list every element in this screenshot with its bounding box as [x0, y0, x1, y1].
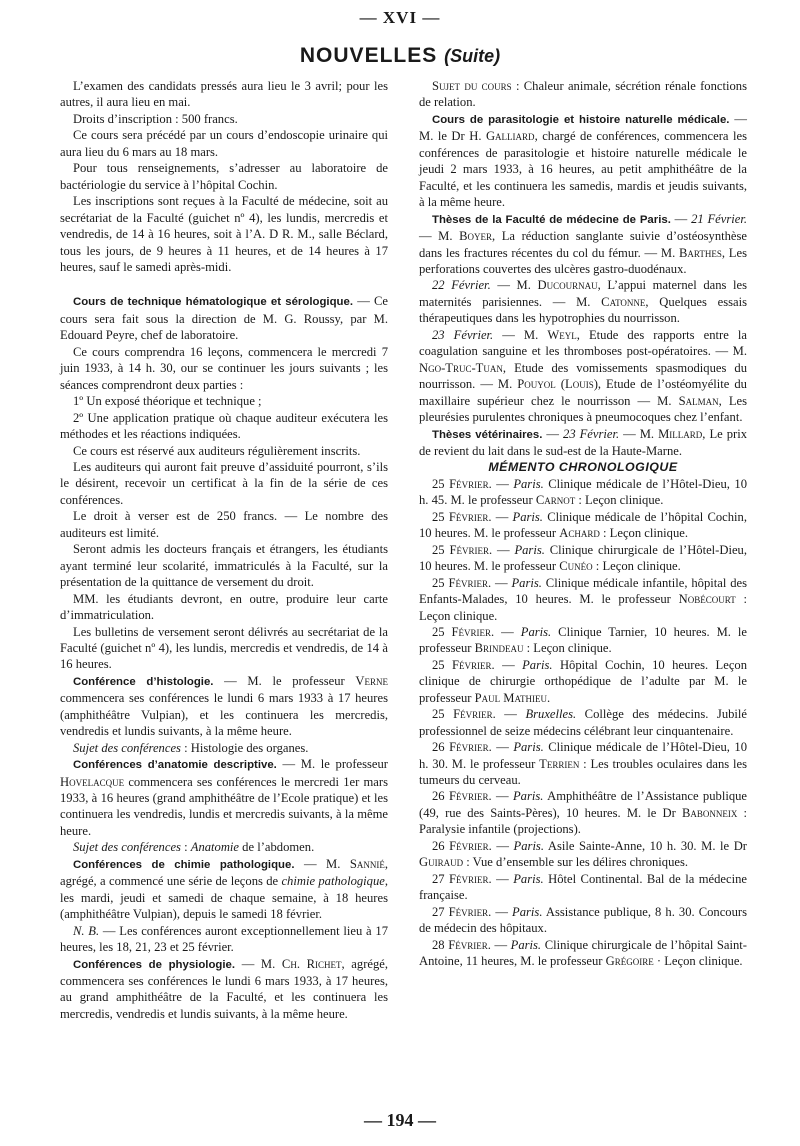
- section-heading: Conférences de physiologie.: [73, 958, 236, 971]
- person-name: Guiraud: [419, 855, 464, 870]
- entry-date: 25 Février.: [432, 542, 493, 557]
- person-name: Verne: [355, 673, 388, 688]
- paragraph: Sujet des conférences : Anatomie de l’abdomen.: [73, 840, 315, 855]
- entry-date: 28 Février.: [432, 937, 491, 952]
- paragraph: N. B. — Les conférences auront exceptionnellement lieu à 17 heures, les 18, 21, 23 et 25 février.: [60, 923, 388, 955]
- section-heading: Cours de technique hématologique et sérologique.: [73, 296, 353, 309]
- person-name: H. Galliard: [469, 129, 535, 144]
- memento-entry: 25 Février. — Paris. Clinique médicale de l’hôpital Cochin, 10 heures. M. le professeur Achard : Leçon clinique.: [419, 509, 747, 541]
- left-column: [60, 78, 388, 1022]
- entry-date: 26 Février.: [432, 838, 492, 853]
- section-theses-paris: Thèses de la Faculté de médecine de Paris. — 21 Février. — M. Boyer, La réduction sanglante suivie d’ostéosynthèse dans les fractures récentes du col du fémur. — M. Barthes, Les perforations couvertes des ulcères gastro-duodénaux.: [419, 211, 747, 276]
- person-name: Carnot: [535, 493, 576, 508]
- entry-date: 25 Février.: [432, 624, 495, 639]
- entry-city: Paris.: [512, 789, 544, 804]
- person-name: Boyer: [459, 229, 493, 244]
- entry-city: Paris.: [522, 657, 553, 672]
- entry-city: Paris.: [511, 575, 542, 590]
- section-anatomy: Conférences d’anatomie descriptive. — M. le professeur Hovelacque commencera ses conférences le mercredi 1er mars 1933, à 16 heures (grand amphithéâtre de l’Ecole pratique) et les continuera les vendredis, lundis et mercredis suivants, à la même heure.: [60, 757, 388, 838]
- person-name: Achard: [559, 526, 600, 541]
- entry-date: 26 Février.: [432, 789, 492, 804]
- entry-city: Paris.: [513, 871, 544, 886]
- title-suffix: (Suite): [444, 46, 501, 66]
- right-column: [419, 78, 747, 969]
- person-name: Babonneix: [681, 805, 738, 820]
- entry-date: 26 Février.: [432, 740, 492, 755]
- entry-date: 25 Février.: [432, 575, 492, 590]
- memento-entry: 27 Février. — Paris. Hôtel Continental. Bal de la médecine française.: [419, 871, 747, 903]
- paragraph: Le droit à verser est de 250 francs. — Le nombre des auditeurs est limité.: [60, 509, 388, 540]
- entry-date: 27 Février.: [432, 904, 492, 919]
- paragraph: Pour tous renseignements, s’adresser au laboratoire de bactériologie du service à l’hôpital Cochin.: [60, 161, 388, 192]
- entry-city: Paris.: [513, 740, 544, 755]
- memento-entry: 25 Février. — Bruxelles. Collège des médecins. Jubilé professionnel de seize médecins célébrant leur cinquantenaire.: [419, 707, 748, 738]
- paragraph: Sujet du cours : Chaleur animale, sécrétion rénale fonctions de relation.: [419, 79, 747, 110]
- section-theses-veterinary: Thèses vétérinaires. — 23 Février. — M. Millard, Le prix de revient du lait dans le sud-est de la Haute-Marne.: [419, 426, 748, 458]
- section-heading: Thèses de la Faculté de médecine de Paris.: [432, 213, 671, 226]
- paragraph: Ce cours sera précédé par un cours d’endoscopie urinaire qui aura lieu du 6 mars au 18 mars.: [60, 128, 388, 159]
- paragraph: Les auditeurs qui auront fait preuve d’assiduité pourront, s’ils le désirent, recevoir un certificat à la fin de la série de ces conférences.: [60, 459, 388, 507]
- section-histology: Conférence d’histologie. — M. le professeur Verne commencera ses conférences le lundi 6 mars 1933 à 17 heures (amphithéâtre Vulpian), et les continuera les mercredis, vendredis et lundis suivants, à la même heure.: [60, 673, 388, 739]
- paragraph: 23 Février. — M. Weyl, Etude des rapports entre la coagulation sanguine et les thromboses post-opératoires. — M. Ngo-Truc-Tuan, Etude des vomissements spasmodiques du nourrisson. — M. Pouyol (Louis), Etude de l’ostéomyélite du maxillaire supérieur chez le nourrisson — M. Salman, Les pleurésies purulentes chroniques à pneumocoques chez l’enfant.: [419, 327, 747, 425]
- section-physiology: Conférences de physiologie. — M. Ch. Richet, agrégé, commencera ses conférences le lundi 6 mars 1933, à 17 heures, au grand amphithéâtre de la Faculté, et les continuera les mercredis, vendredis et lundis suivants, à la même heure.: [60, 956, 389, 1021]
- section-heading: Conférences de chimie pathologique.: [73, 858, 295, 871]
- paragraph: Sujet des conférences : Histologie des organes.: [73, 740, 309, 755]
- page-number-roman: — XVI —: [359, 8, 441, 27]
- section-heading: Conférence d’histologie.: [73, 675, 214, 688]
- section-parasitology: Cours de parasitologie et histoire naturelle médicale. — M. le Dr H. Galliard, chargé de conférences, commencera les conférences de parasitologie et histoire naturelle médicale le jeudi 2 mars 1933, à 16 heures, au petit amphithéâtre de la Faculté, et les continuera les samedis, mardis et jeudis suivants, à la même heure.: [419, 111, 748, 210]
- person-name: Nobécourt: [678, 592, 736, 607]
- paragraph: Ce cours comprendra 16 leçons, commencera le mercredi 7 juin 1933, à 14 h. 30, our se continuer les jours suivants ; les séances comprendront deux parties :: [60, 344, 388, 392]
- memento-list: [419, 476, 747, 970]
- entry-city: Paris.: [513, 838, 544, 853]
- memento-entry: 25 Février. — Paris. Hôpital Cochin, 10 heures. Leçon clinique de chirurgie orthopédique de l’adulte par M. le professeur Paul Mathieu.: [419, 657, 747, 705]
- page-number: — 194 —: [364, 1110, 436, 1130]
- entry-city: Paris.: [512, 509, 543, 524]
- person-name: Hovelacque: [60, 774, 125, 789]
- paragraph: Les inscriptions sont reçues à la Faculté de médecine, soit au secrétariat de la Faculté (guichet nº 4), les lundis, mercredis et vendredis, de 14 à 16 heures, soit à l’A. D R. M., salle Béclard, tous les jours, de 9 heures à 11 heures, et de 14 heures à 17 heures, sauf le samedi après-midi.: [60, 194, 388, 274]
- person-name: Barthes: [679, 245, 722, 260]
- memento-entry: 25 Février. — Paris. Clinique médicale infantile, hôpital des Enfants-Malades, 10 heures. M. le professeur Nobécourt : Leçon clinique.: [419, 575, 747, 623]
- memento-entry: 27 Février. — Paris. Assistance publique, 8 h. 30. Concours de médecin des hôpitaux.: [419, 904, 747, 936]
- memento-entry: 25 Février. — Paris. Clinique médicale de l’Hôtel-Dieu, 10 h. 45. M. le professeur Carnot : Leçon clinique.: [419, 476, 747, 508]
- section-chemistry: Conférences de chimie pathologique. — M. Sannié, agrégé, a commencé une série de leçons de chimie pathologique, les mardi, jeudi et samedi de chaque semaine, à 18 heures (amphithéâtre Vulpian), depuis le samedi 18 février.: [60, 856, 388, 922]
- entry-date: 25 Février.: [432, 657, 495, 672]
- person-name: Ch. Richet: [281, 956, 342, 971]
- person-name: Terrien: [539, 756, 580, 771]
- section-heading: Thèses vétérinaires.: [432, 428, 543, 441]
- entry-date: 27 Février.: [432, 871, 492, 886]
- section-hematology: Cours de technique hématologique et sérologique. — Ce cours sera fait sous la direction de M. G. Roussy, par M. Edouard Peyre, chef de laboratoire.: [60, 294, 388, 343]
- person-name: Sannié: [349, 856, 385, 871]
- entry-date: 25 Février.: [432, 707, 496, 722]
- entry-city: Paris.: [512, 904, 543, 919]
- paragraph: Seront admis les docteurs français et étrangers, les étudiants ayant terminé leur scolarité, immatriculés à la Faculté, sur la présentation de la quittance de versement du droit.: [60, 542, 388, 590]
- entry-city: Bruxelles.: [525, 707, 577, 722]
- memento-entry: 26 Février. — Paris. Clinique médicale de l’Hôtel-Dieu, 10 h. 30. M. le professeur Terrien : Les troubles oculaires dans les tumeurs du cerveau.: [419, 740, 747, 788]
- title-text: NOUVELLES: [299, 44, 438, 67]
- person-name: Brindeau: [474, 641, 524, 656]
- paragraph: 1º Un exposé théorique et technique ;: [73, 394, 262, 409]
- person-name: Grégoire: [605, 954, 654, 969]
- person-name: Cunéo: [559, 559, 593, 574]
- entry-date: 25 Février.: [432, 476, 492, 491]
- memento-entry: 25 Février. — Paris. Clinique chirurgicale de l’Hôtel-Dieu, 10 heures. M. le professeur Cunéo : Leçon clinique.: [419, 542, 747, 574]
- paragraph: Les bulletins de versement seront délivrés au secrétariat de la Faculté (guichet nº 4), les lundis, mercredis et vendredis, de 14 à 16 heures.: [60, 624, 388, 672]
- entry-city: Paris.: [510, 937, 542, 952]
- memento-heading: MÉMENTO CHRONOLOGIQUE: [488, 460, 678, 475]
- paragraph: Droits d’inscription : 500 francs.: [73, 111, 238, 126]
- memento-entry: 25 Février. — Paris. Clinique Tarnier, 10 heures. M. le professeur Brindeau : Leçon clinique.: [419, 624, 748, 656]
- paragraph: 2º Une application pratique où chaque auditeur exécutera les méthodes et les réactions indiquées.: [60, 410, 388, 442]
- memento-entry: 28 Février. — Paris. Clinique chirurgicale de l’hôpital Saint-Antoine, 11 heures, M. le professeur Grégoire · Leçon clinique.: [419, 937, 747, 969]
- paragraph: Ce cours est réservé aux auditeurs régulièrement inscrits.: [73, 443, 361, 458]
- entry-city: Paris.: [513, 476, 544, 491]
- paragraph: 22 Février. — M. Ducournau, L’appui maternel dans les maternités parisiennes. — M. Catonne, Quelques essais thérapeutiques dans les hypotrophies du nourrisson.: [419, 278, 747, 326]
- entry-date: 25 Février.: [432, 509, 492, 524]
- section-heading: Cours de parasitologie et histoire naturelle médicale.: [432, 113, 730, 126]
- paragraph: MM. les étudiants devront, en outre, produire leur carte d’immatriculation.: [60, 591, 388, 623]
- person-name: Paul Mathieu: [474, 690, 547, 705]
- entry-city: Paris.: [520, 624, 552, 639]
- memento-entry: 26 Février. — Paris. Amphithéâtre de l’Assistance publique (49, rue des Saints-Pères), 10 heures. M. le Dr Babonneix : Paralysie infantile (projections).: [419, 789, 748, 837]
- section-heading: Conférences d’anatomie descriptive.: [73, 759, 277, 772]
- entry-city: Paris.: [514, 542, 545, 557]
- memento-entry: 26 Février. — Paris. Asile Sainte-Anne, 10 h. 30. M. le Dr Guiraud : Vue d’ensemble sur les délires chroniques.: [419, 838, 747, 870]
- page-title: [0, 44, 800, 68]
- paragraph: L’examen des candidats pressés aura lieu le 3 avril; pour les autres, il aura lieu en mai.: [60, 79, 388, 110]
